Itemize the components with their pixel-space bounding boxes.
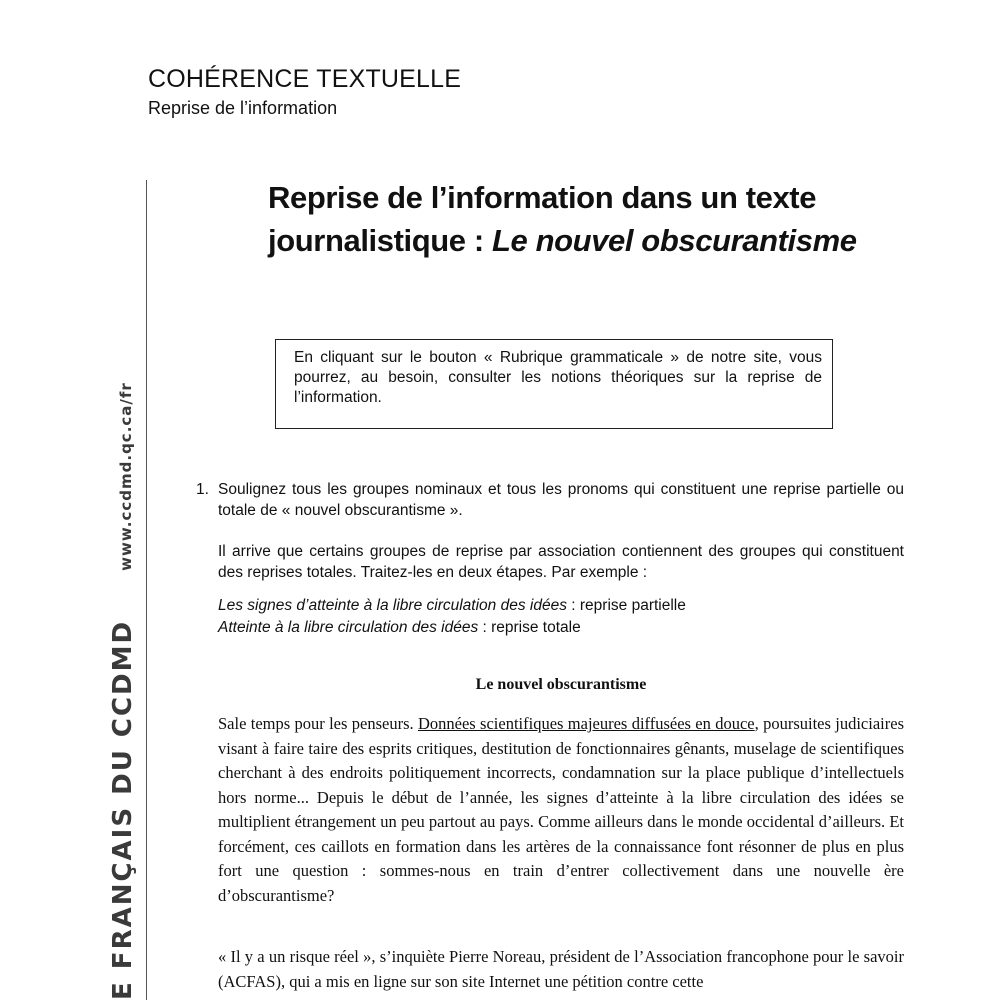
page-title-line2 bbox=[268, 219, 857, 262]
info-box bbox=[275, 339, 833, 429]
article-paragraph-1 bbox=[218, 712, 904, 908]
page-title-prefix: journalistique : bbox=[268, 223, 492, 258]
document-header bbox=[148, 64, 461, 120]
underlined-phrase: Données scientifiques majeures diffusées en douce bbox=[417, 714, 755, 733]
page-title-line1: Reprise de l’information dans un texte bbox=[268, 180, 817, 215]
section-subtitle: Reprise de l’information bbox=[148, 98, 338, 118]
page-title bbox=[268, 176, 857, 262]
info-box-text: En cliquant sur le bouton « Rubrique grammaticale » de notre site, vous pourrez, au besoin, consulter les notions théoriques sur la reprise de l’information. bbox=[294, 349, 822, 406]
side-banner-url: www.ccdmd.qc.ca/fr bbox=[117, 382, 135, 571]
side-banner-text: E FRANÇAIS DU CCDMD bbox=[108, 619, 138, 1000]
example-phrase: Les signes d’atteinte à la libre circulation des idées bbox=[218, 597, 567, 614]
side-divider bbox=[146, 180, 147, 1000]
page-title-italic: Le nouvel obscurantisme bbox=[492, 223, 857, 258]
article-paragraph-2: « Il y a un risque réel », s’inquiète Pierre Noreau, président de l’Association francophone pour le savoir (ACFAS), qui a mis en ligne sur son site Internet une pétition contre cette bbox=[218, 947, 904, 991]
question-number: 1. bbox=[196, 481, 209, 498]
question-1 bbox=[196, 479, 904, 521]
side-banner bbox=[108, 382, 138, 1000]
instruction-paragraph: Il arrive que certains groupes de reprise par association contiennent des groupes qui constituent des reprises totales. Traitez-les en deux étapes. Par exemple : bbox=[218, 543, 904, 581]
example-label: : reprise partielle bbox=[566, 597, 686, 614]
example-line bbox=[218, 617, 581, 639]
example-label: : reprise totale bbox=[478, 619, 581, 636]
example-line bbox=[218, 595, 686, 617]
section-title: COHÉRENCE TEXTUELLE bbox=[148, 65, 462, 93]
article-title: Le nouvel obscurantisme bbox=[475, 676, 647, 693]
question-text: Soulignez tous les groupes nominaux et tous les pronoms qui constituent une reprise partielle ou totale de « nouvel obscurantisme ». bbox=[218, 481, 904, 519]
article-p1-rest: , poursuites judiciaires visant à faire taire des esprits critiques, destitution de fonctionnaires gênants, muselage de scientifiques cherchant à des endroits politiquement incorrects, condamnation sur la place publique d’intellectuels hors norme... Depuis le début de l’année, les signes d’atteinte à la libre circulation des idées se multiplient étrangement un peu partout au pays. Comme ailleurs dans le monde occidental d’ailleurs. Et forcément, ces caillots en formation dans les artères de la connaissance font résonner de plus en plus fort une question : sommes-nous en train d’entrer collectivement dans une nouvelle ère d’obscurantisme? bbox=[218, 714, 904, 905]
article-p1-start: Sale temps pour les penseurs. bbox=[218, 714, 418, 733]
example-phrase: Atteinte à la libre circulation des idées bbox=[218, 619, 479, 636]
